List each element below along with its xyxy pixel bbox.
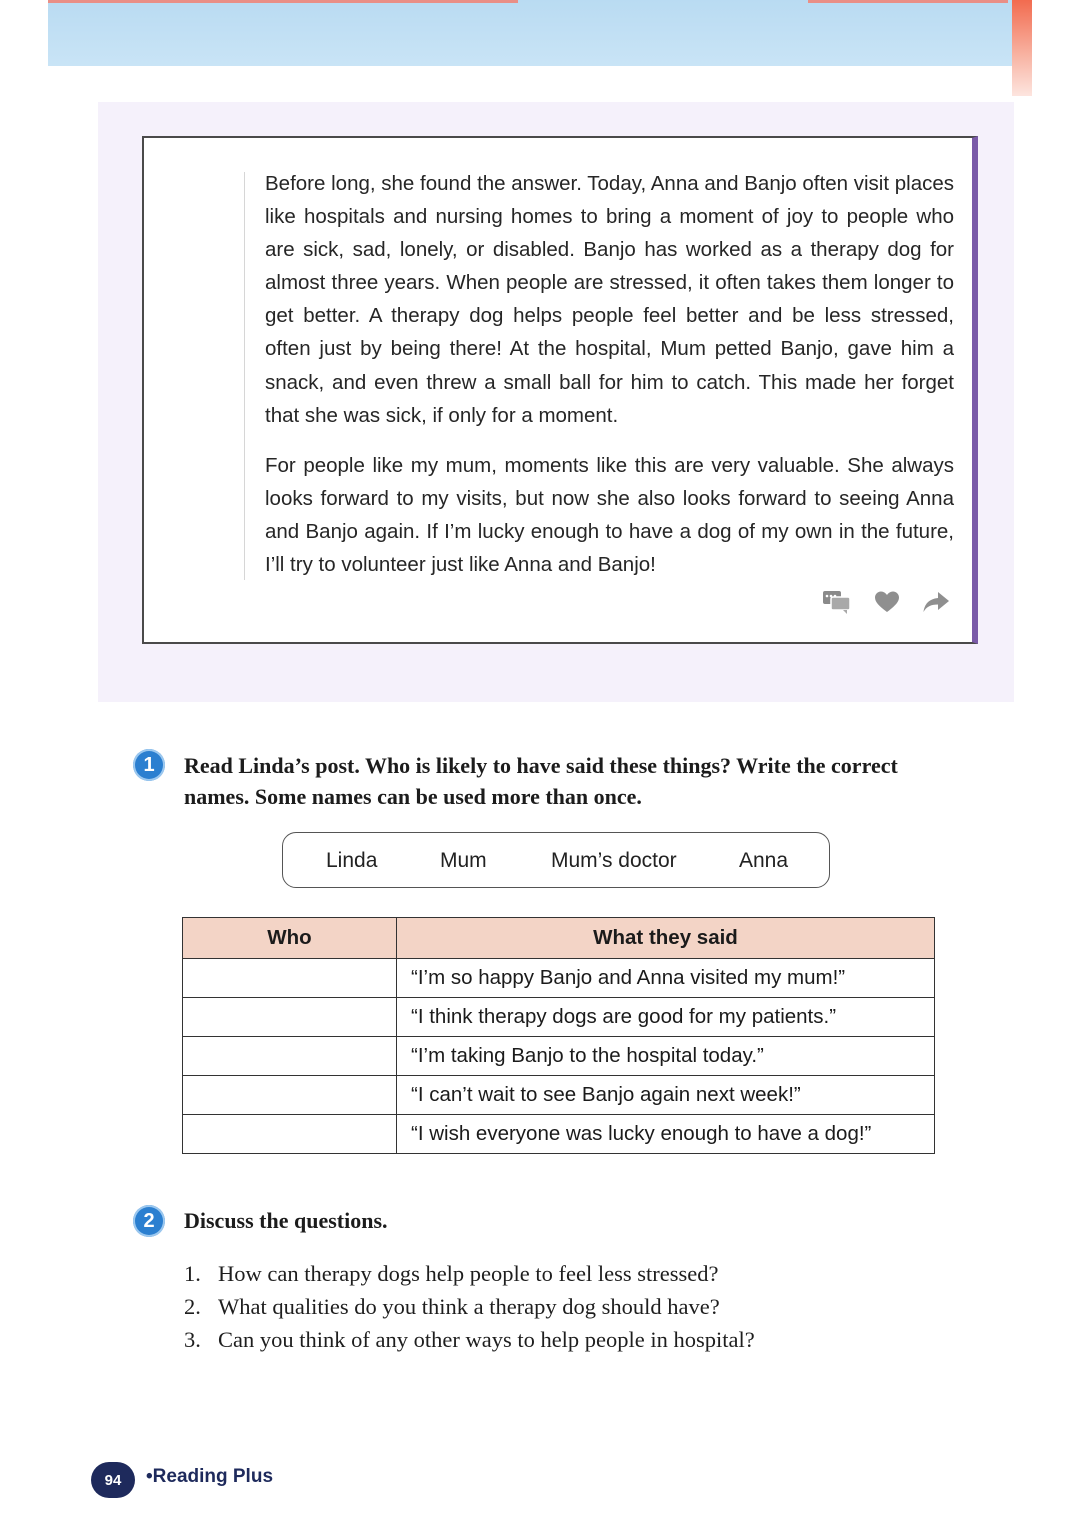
table-row	[183, 959, 935, 998]
discussion-questions	[184, 1257, 755, 1356]
quote-cell: “I can’t wait to see Banjo again next week!”	[397, 1076, 935, 1115]
share-icon[interactable]	[922, 590, 950, 614]
section-name: •Reading Plus	[146, 1466, 274, 1487]
word-linda: Linda	[326, 849, 378, 872]
who-answer-cell[interactable]	[183, 998, 397, 1037]
who-said-table	[182, 917, 935, 1154]
list-item	[184, 1290, 755, 1323]
page-edge-tab	[1012, 0, 1032, 96]
comment-icon[interactable]	[822, 589, 852, 615]
question-number: 3.	[184, 1327, 201, 1352]
quote-cell: “I wish everyone was lucky enough to have a dog!”	[397, 1115, 935, 1154]
header-what-they-said: What they said	[397, 918, 935, 959]
top-accent-line	[48, 0, 518, 3]
word-mums-doctor: Mum’s doctor	[551, 849, 677, 872]
who-answer-cell[interactable]	[183, 959, 397, 998]
exercise-2-instruction: Discuss the questions.	[184, 1208, 388, 1233]
question-number: 2.	[184, 1294, 201, 1319]
exercise-1-badge: 1	[133, 749, 165, 781]
list-item	[184, 1323, 755, 1356]
who-answer-cell[interactable]	[183, 1076, 397, 1115]
post-actions	[822, 588, 950, 616]
top-banner	[48, 0, 1014, 66]
question-number: 1.	[184, 1261, 201, 1286]
quote-cell: “I’m so happy Banjo and Anna visited my mum!”	[397, 959, 935, 998]
list-item	[184, 1257, 755, 1290]
heart-icon[interactable]	[874, 590, 900, 614]
quote-cell: “I’m taking Banjo to the hospital today.”	[397, 1037, 935, 1076]
post-paragraph-2: For people like my mum, moments like this are very valuable. She always looks forward to my visits, but now she also looks forward to seeing Anna and Banjo again. If I’m lucky enough to have a dog of my own in the future, I’ll try to volunteer just like Anna and Banjo!	[265, 454, 954, 577]
question-text: Can you think of any other ways to help people in hospital?	[218, 1327, 755, 1352]
question-text: What qualities do you think a therapy dog should have?	[218, 1294, 720, 1319]
post-margin-rule	[244, 172, 245, 580]
header-who: Who	[183, 918, 397, 959]
table-row	[183, 1076, 935, 1115]
who-answer-cell[interactable]	[183, 1037, 397, 1076]
word-mum: Mum	[440, 849, 487, 872]
word-anna: Anna	[739, 849, 789, 872]
quote-cell: “I think therapy dogs are good for my patients.”	[397, 998, 935, 1037]
table-row	[183, 1037, 935, 1076]
page-number: 94	[91, 1462, 135, 1498]
who-answer-cell[interactable]	[183, 1115, 397, 1154]
table-header-row	[183, 918, 935, 959]
post-paragraph-1: Before long, she found the answer. Today, Anna and Banjo often visit places like hospitals and nursing homes to bring a moment of joy to people who are sick, sad, lonely, or disabled. Banjo has worked as a therapy dog for almost three years. When people are stressed, it often takes them longer to get better. A therapy dog helps people feel better and be less stressed, often just by being there! At the hospital, Mum petted Banjo, gave him a snack, and even threw a small ball for him to catch. This made her forget that she was sick, if only for a moment.	[265, 172, 954, 427]
table-row	[183, 998, 935, 1037]
top-accent-line-right	[808, 0, 1008, 3]
table-row	[183, 1115, 935, 1154]
question-text: How can therapy dogs help people to feel less stressed?	[218, 1261, 719, 1286]
exercise-1-instruction: Read Linda’s post. Who is likely to have said these things? Write the correct names. Some names can be used more than once.	[184, 753, 898, 809]
word-box	[282, 832, 830, 888]
exercise-2-badge: 2	[133, 1205, 165, 1237]
